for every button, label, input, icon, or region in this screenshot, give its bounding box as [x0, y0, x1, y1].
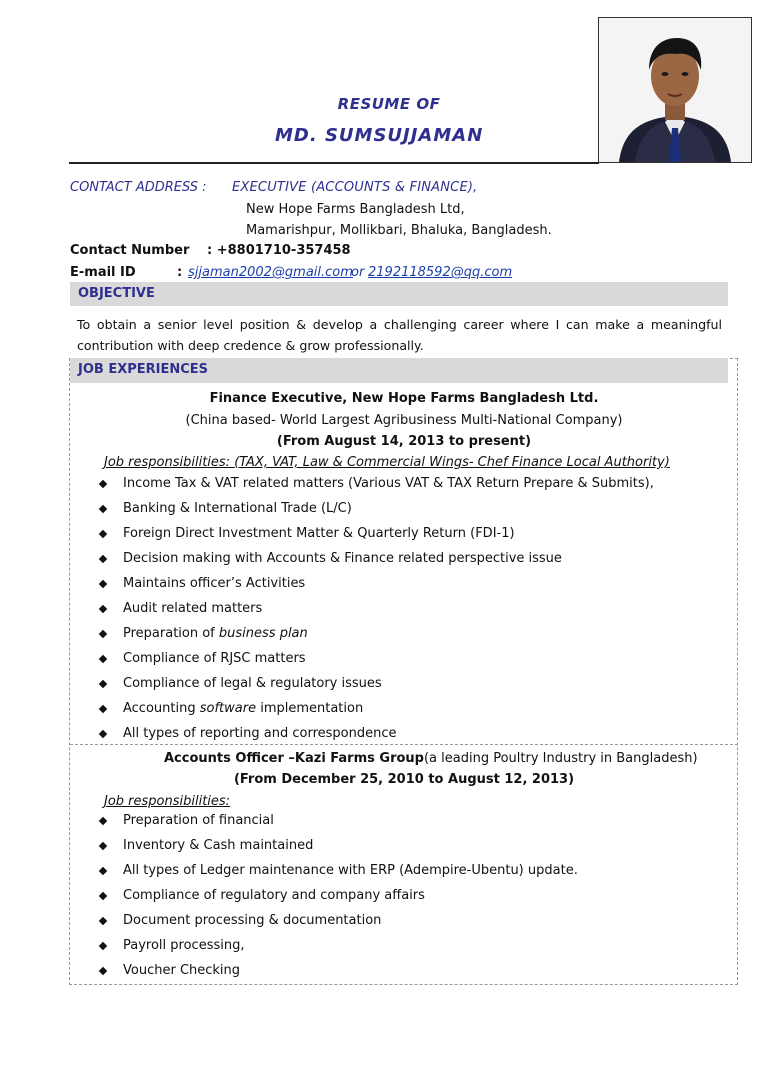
bullet-icon — [99, 680, 107, 688]
job1-responsibilities-list — [99, 474, 654, 749]
job2-period: (From December 25, 2010 to August 12, 2013) — [233, 772, 575, 787]
email-separator: : — [177, 265, 183, 280]
bullet-icon — [99, 842, 107, 850]
bullet-icon — [99, 967, 107, 975]
list-item: Voucher Checking — [99, 961, 578, 986]
list-item: Compliance of RJSC matters — [99, 649, 654, 674]
job-experiences-header: JOB EXPERIENCES — [70, 358, 728, 383]
contact-address-label: CONTACT ADDRESS : — [70, 180, 207, 195]
contact-number-value: : +8801710-357458 — [207, 243, 351, 258]
list-item: Maintains officer’s Activities — [99, 574, 654, 599]
bullet-icon — [99, 892, 107, 900]
objective-text: To obtain a senior level position & develop a challenging career where I can make a meaningful contribution with deep credence & grow professionally. — [77, 317, 722, 353]
job2-title-bold: Accounts Officer –Kazi Farms Group — [164, 751, 424, 766]
profile-photo — [598, 17, 752, 163]
address-line-1: New Hope Farms Bangladesh Ltd, — [246, 202, 465, 217]
portrait-image — [599, 18, 751, 162]
job2-title — [164, 751, 698, 766]
list-item: Compliance of legal & regulatory issues — [99, 674, 654, 699]
list-item: All types of Ledger maintenance with ERP (Adempire-Ubentu) update. — [99, 861, 578, 886]
list-item: Foreign Direct Investment Matter & Quarterly Return (FDI-1) — [99, 524, 654, 549]
resume-of-heading: RESUME OF — [337, 95, 441, 113]
address-line-2: Mamarishpur, Mollikbari, Bhaluka, Bangladesh. — [246, 223, 552, 238]
list-item: Decision making with Accounts & Finance related perspective issue — [99, 549, 654, 574]
list-item: Document processing & documentation — [99, 911, 578, 936]
list-item: Inventory & Cash maintained — [99, 836, 578, 861]
bullet-icon — [99, 655, 107, 663]
job2-title-rest: (a leading Poultry Industry in Bangladesh) — [423, 751, 698, 766]
job1-title: Finance Executive, New Hope Farms Bangladesh Ltd. — [209, 391, 599, 406]
list-item: Payroll processing, — [99, 936, 578, 961]
objective-header: OBJECTIVE — [70, 282, 728, 306]
list-item: Compliance of regulatory and company affairs — [99, 886, 578, 911]
bullet-icon — [99, 817, 107, 825]
bullet-icon — [99, 580, 107, 588]
contact-number-label: Contact Number — [70, 243, 190, 258]
email-link-primary[interactable]: sjjaman2002@gmail.com — [188, 265, 353, 280]
list-item: Banking & International Trade (L/C) — [99, 499, 654, 524]
bullet-icon — [99, 942, 107, 950]
list-item: All types of reporting and correspondence — [99, 724, 654, 749]
candidate-name: MD. SUMSUJJAMAN — [275, 125, 484, 146]
list-item: Audit related matters — [99, 599, 654, 624]
list-item: Income Tax & VAT related matters (Various VAT & TAX Return Prepare & Submits), — [99, 474, 654, 499]
bullet-icon — [99, 505, 107, 513]
email-label: E-mail ID — [70, 265, 136, 280]
bullet-icon — [99, 555, 107, 563]
header-rule — [69, 162, 599, 164]
list-item: Accounting software implementation — [99, 699, 654, 724]
job1-responsibilities-title: Job responsibilities: (TAX, VAT, Law & Commercial Wings- Chef Finance Local Authority) — [104, 455, 670, 470]
list-item: Preparation of financial — [99, 811, 578, 836]
email-link-secondary[interactable]: 2192118592@qq.com — [368, 265, 513, 280]
bullet-icon — [99, 867, 107, 875]
job2-responsibilities-list — [99, 811, 578, 986]
email-or: or — [351, 265, 365, 280]
job-divider — [70, 744, 738, 745]
contact-address-title: EXECUTIVE (ACCOUNTS & FINANCE), — [232, 180, 478, 195]
bullet-icon — [99, 705, 107, 713]
job1-period: (From August 14, 2013 to present) — [276, 434, 532, 449]
bullet-icon — [99, 917, 107, 925]
bullet-icon — [99, 630, 107, 638]
bullet-icon — [99, 530, 107, 538]
job2-responsibilities-title: Job responsibilities: — [104, 794, 231, 809]
bullet-icon — [99, 480, 107, 488]
job1-subtitle: (China based- World Largest Agribusiness Multi-National Company) — [185, 413, 623, 428]
bullet-icon — [99, 730, 107, 738]
list-item: Preparation of business plan — [99, 624, 654, 649]
bullet-icon — [99, 605, 107, 613]
